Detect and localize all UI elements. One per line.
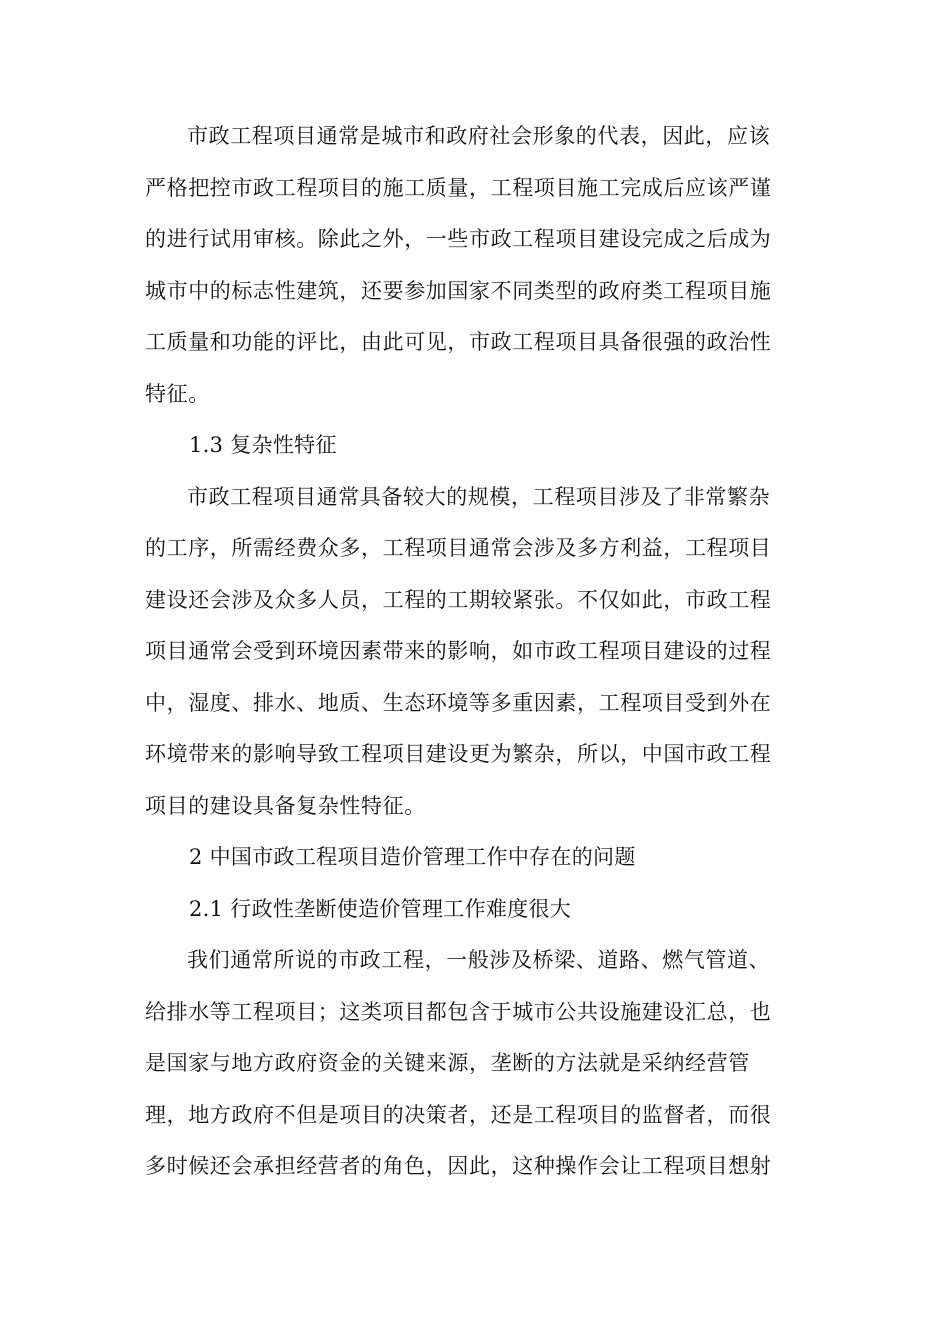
text-line: 特征。	[145, 381, 210, 406]
text-line: 市政工程项目通常具备较大的规模，工程项目涉及了非常繁杂	[187, 484, 771, 509]
text-line: 是国家与地方政府资金的关键来源，垄断的方法就是采纳经营管	[145, 1051, 750, 1075]
text-line: 建设还会涉及众多人员，工程的工期较紧张。不仅如此，市政工程	[145, 587, 772, 612]
text-line: 市政工程项目通常是城市和政府社会形象的代表，因此，应该	[187, 124, 771, 148]
text-line: 的工序，所需经费众多，工程项目通常会涉及多方利益，工程项目	[145, 536, 772, 560]
text-line: 项目的建设具备复杂性特征。	[145, 793, 426, 818]
text-line: 我们通常所说的市政工程，一般涉及桥梁、道路、燃气管道、	[187, 948, 771, 972]
text-line: 给排水等工程项目；这类项目都包含于城市公共设施建设汇总，也	[145, 999, 772, 1024]
text-line: 环境带来的影响导致工程项目建设更为繁杂，所以，中国市政工程	[145, 742, 772, 766]
text-line: 严格把控市政工程项目的施工质量，工程项目施工完成后应该严谨	[145, 175, 772, 200]
text-line: 工质量和功能的评比，由此可见，市政工程项目具备很强的政治性	[145, 330, 772, 354]
section-heading-2: 2 中国市政工程项目造价管理工作中存在的问题	[189, 845, 636, 869]
paragraph-political-features	[145, 111, 793, 420]
text-line: 的进行试用审核。除此之外，一些市政工程项目建设完成之后成为	[145, 227, 772, 251]
section-heading-1-3: 1.3 复杂性特征	[189, 433, 337, 457]
section-heading-2-1: 2.1 行政性垄断使造价管理工作难度很大	[189, 896, 572, 921]
text-line: 中，湿度、排水、地质、生态环境等多重因素，工程项目受到外在	[145, 690, 772, 715]
text-line: 多时候还会承担经营者的角色，因此，这种操作会让工程项目想射	[145, 1154, 772, 1178]
paragraph-complexity-features	[145, 472, 793, 833]
document-page	[145, 111, 793, 1193]
text-line: 理，地方政府不但是项目的决策者，还是工程项目的监督者，而很	[145, 1102, 772, 1127]
text-line: 项目通常会受到环境因素带来的影响，如市政工程项目建设的过程	[145, 639, 772, 663]
paragraph-administrative-monopoly	[145, 935, 793, 1193]
text-line: 城市中的标志性建筑，还要参加国家不同类型的政府类工程项目施	[145, 278, 772, 303]
